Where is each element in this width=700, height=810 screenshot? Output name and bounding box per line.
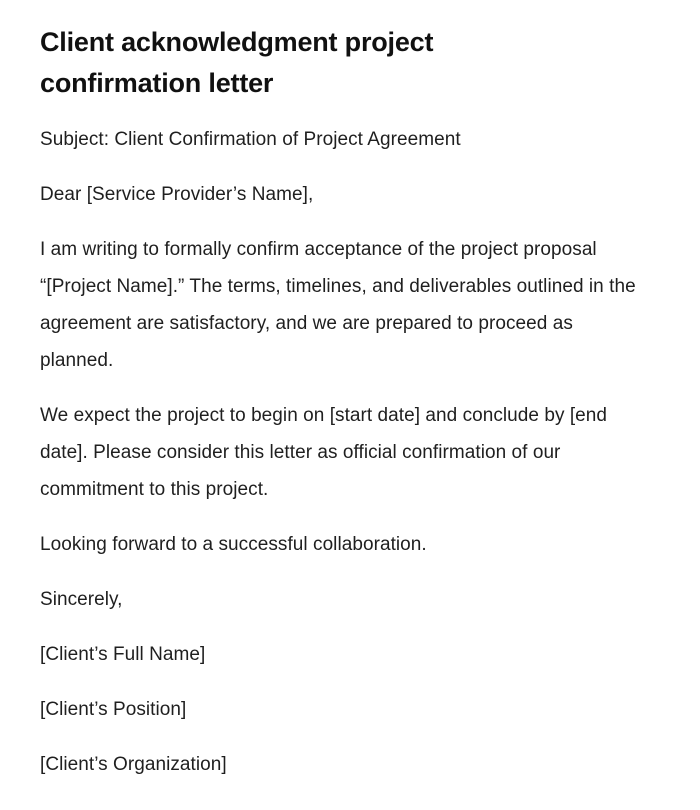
salutation: Dear [Service Provider’s Name], <box>40 184 314 205</box>
signature-name: [Client’s Full Name] <box>40 644 206 665</box>
signature-organization: [Client’s Organization] <box>40 754 227 775</box>
page-title: Client acknowledgment project confirmation letter <box>40 27 434 98</box>
sign-off: Sincerely, <box>40 589 123 610</box>
paragraph-schedule: We expect the project to begin on [start date] and conclude by [end date]. Please consider this letter as official confirmation of our commitment to this project. <box>40 405 608 500</box>
paragraph-acceptance: I am writing to formally confirm acceptance of the project proposal “[Project Name].” The terms, timelines, and deliverables outlined in the agreement are satisfactory, and we are prepared to proceed as planned. <box>40 239 636 371</box>
paragraph-closing-remark: Looking forward to a successful collaboration. <box>40 534 427 555</box>
subject-line: Subject: Client Confirmation of Project Agreement <box>40 129 461 150</box>
signature-position: [Client’s Position] <box>40 699 187 720</box>
letter-body <box>40 121 660 783</box>
